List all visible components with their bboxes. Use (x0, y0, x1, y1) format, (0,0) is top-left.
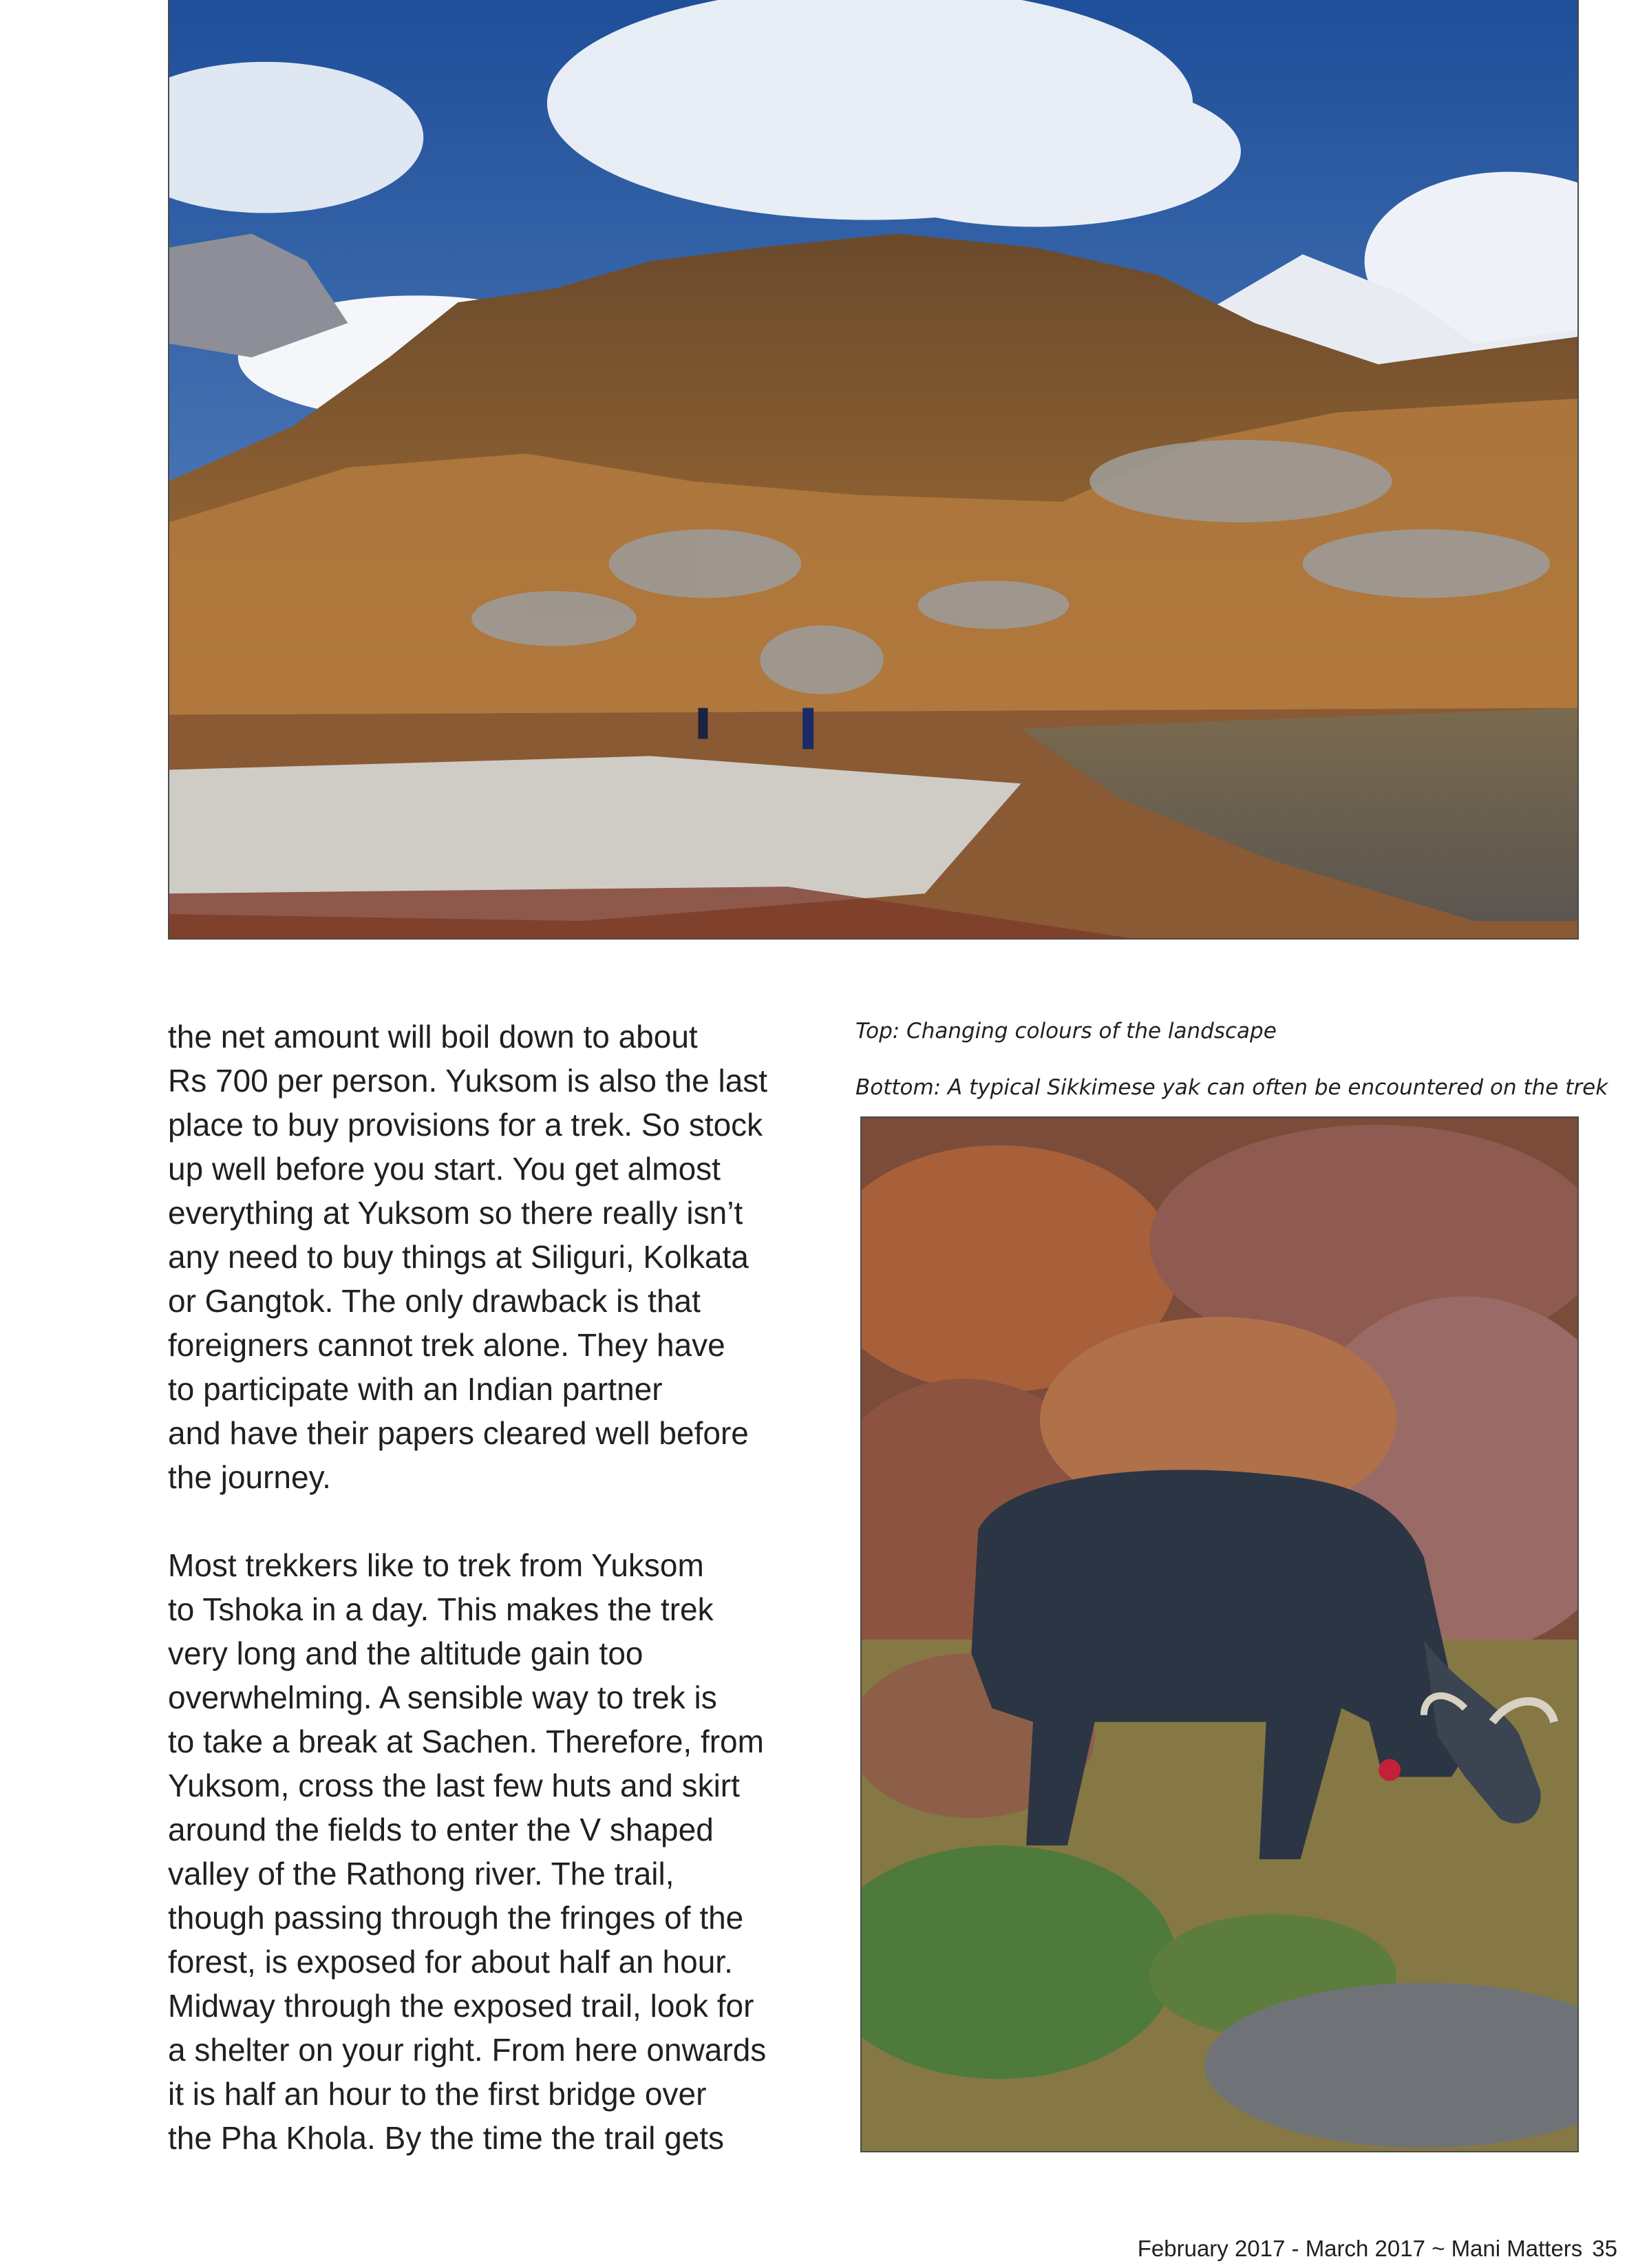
page-number: 35 (1592, 2236, 1617, 2261)
caption-bottom: Bottom: A typical Sikkimese yak can often be encountered on the trek (855, 1075, 1608, 1100)
footer-issue: February 2017 - March 2017 ~ Mani Matters (1137, 2236, 1583, 2261)
body-paragraph: the net amount will boil down to about Rs 700 per person. Yuksom is also the last place to buy provisions for a trek. So stock up well before you start. You get almost everything at Yuksom so there really isn’t any need to buy things at Siliguri, Kolkata or Gangtok. The only drawback is that foreigners cannot trek alone. They have to participate with an Indian partner and have their papers cleared well before the journey. (168, 1019, 768, 1495)
landscape-photo (168, 0, 1579, 940)
caption-top: Top: Changing colours of the landscape (855, 1019, 1277, 1043)
yak-photo (860, 1116, 1579, 2152)
article-body (168, 1015, 829, 2160)
page-footer (1138, 2236, 1617, 2262)
body-paragraph: Most trekkers like to trek from Yuksom to Tshoka in a day. This makes the trek very long and the altitude gain too overwhelming. A sensible way to trek is to take a break at Sachen. Therefore, from Yuksom, cross the last few huts and skirt around the fields to enter the V shaped valley of the Rathong river. The trail, though passing through the fringes of the forest, is exposed for about half an hour. Midway through the exposed trail, look for a shelter on your right. From here onwards it is half an hour to the first bridge over the Pha Khola. By the time the trail gets (168, 1547, 767, 2156)
landscape-illustration (169, 0, 1577, 938)
yak-illustration (862, 1118, 1577, 2151)
